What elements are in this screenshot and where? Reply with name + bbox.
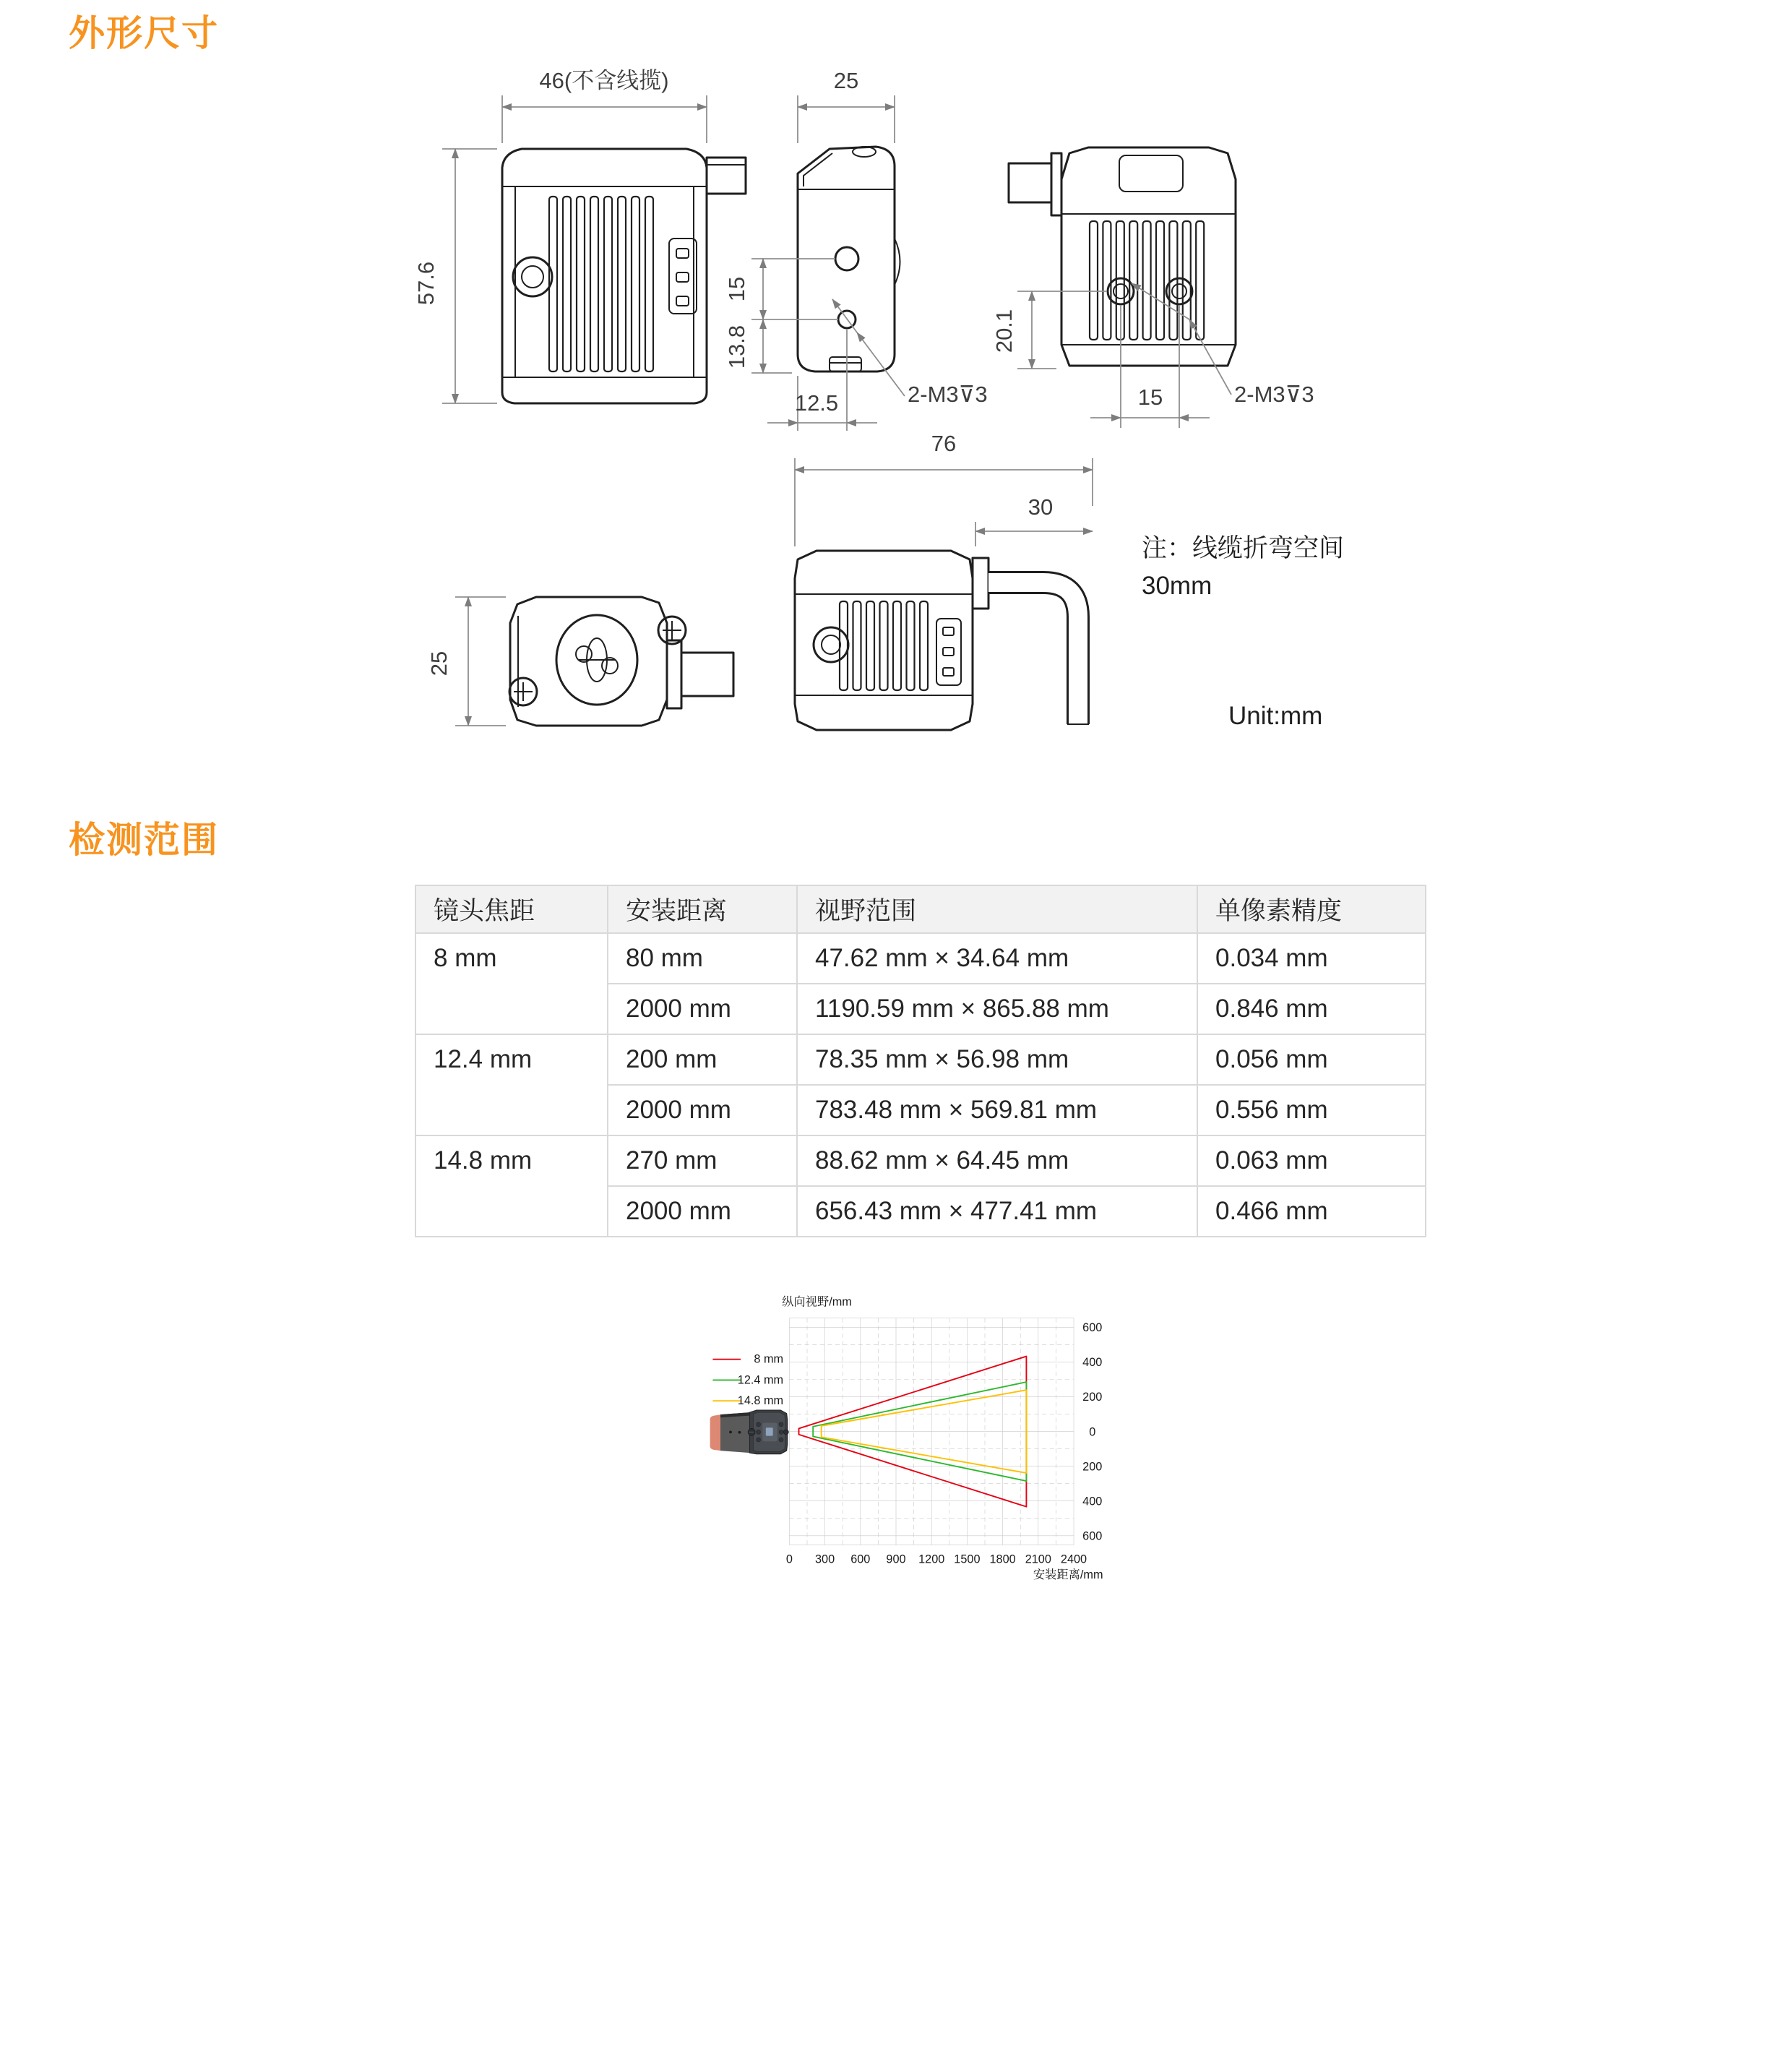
col-header-lens: 镜头焦距 bbox=[415, 885, 608, 933]
detection-range-table bbox=[415, 885, 1426, 1237]
thread-label-back: 2-M3⊽3 bbox=[1234, 382, 1314, 407]
cable-note-line2: 30mm bbox=[1142, 572, 1212, 600]
thread-label-side: 2-M3⊽3 bbox=[908, 382, 988, 407]
heatsink-fin bbox=[893, 601, 901, 690]
x-tick-label: 2100 bbox=[1025, 1552, 1051, 1566]
front-view-drawing bbox=[413, 68, 746, 403]
back-view-drawing bbox=[991, 147, 1314, 428]
camera-product-image bbox=[710, 1410, 789, 1454]
heatsink-fin bbox=[1196, 221, 1204, 340]
table-row bbox=[415, 1135, 1426, 1186]
cable-note-line1: 注：线缆折弯空间 bbox=[1142, 534, 1345, 562]
y-tick-label: 600 bbox=[1082, 1321, 1103, 1335]
heatsink-fin bbox=[1090, 221, 1098, 340]
dimension-drawings-main bbox=[0, 0, 1792, 781]
cable-view-fins bbox=[840, 601, 928, 690]
cell-distance: 80 mm bbox=[608, 933, 797, 984]
heatsink-fin bbox=[853, 601, 861, 690]
heatsink-fin bbox=[1143, 221, 1151, 340]
cell-accuracy: 0.056 mm bbox=[1197, 1034, 1426, 1085]
cell-distance: 2000 mm bbox=[608, 1186, 797, 1237]
cell-fov: 1190.59 mm × 865.88 mm bbox=[797, 984, 1197, 1034]
y-tick-label: 400 bbox=[1082, 1356, 1103, 1370]
y-tick-label: 0 bbox=[1089, 1425, 1096, 1439]
dim-side-hole-gap: 15 bbox=[724, 276, 749, 302]
x-tick-label: 1200 bbox=[918, 1552, 945, 1566]
top-screw-2 bbox=[509, 678, 537, 705]
cell-distance: 2000 mm bbox=[608, 1085, 797, 1135]
x-tick-label: 600 bbox=[850, 1552, 871, 1566]
heatsink-fin bbox=[1103, 221, 1111, 340]
cell-accuracy: 0.556 mm bbox=[1197, 1085, 1426, 1135]
heatsink-fin bbox=[590, 197, 598, 372]
front-heatsink-fins bbox=[549, 197, 653, 372]
heatsink-fin bbox=[645, 197, 653, 372]
dim-cable-total: 76 bbox=[931, 431, 957, 456]
cell-lens: 12.4 mm bbox=[415, 1034, 608, 1135]
unit-note: Unit:mm bbox=[1228, 702, 1323, 730]
y-tick-label: 200 bbox=[1082, 1460, 1103, 1474]
y-tick-label: 600 bbox=[1082, 1529, 1103, 1543]
dim-back-hole-gap: 15 bbox=[1137, 385, 1163, 410]
col-header-fov: 视野范围 bbox=[797, 885, 1197, 933]
legend-label: 8 mm bbox=[754, 1352, 784, 1366]
side-view-drawing bbox=[724, 68, 988, 431]
heatsink-fin bbox=[618, 197, 626, 372]
heatsink-fin bbox=[577, 197, 585, 372]
cell-accuracy: 0.063 mm bbox=[1197, 1135, 1426, 1186]
dim-front-height: 57.6 bbox=[413, 261, 439, 306]
heatsink-fin bbox=[880, 601, 888, 690]
x-tick-label: 300 bbox=[815, 1552, 835, 1566]
top-view-drawing bbox=[426, 597, 733, 726]
chart-legend bbox=[712, 1353, 783, 1408]
heatsink-fin bbox=[907, 601, 915, 690]
table-header-row bbox=[415, 885, 1426, 933]
heatsink-fin bbox=[1129, 221, 1137, 340]
cell-fov: 656.43 mm × 477.41 mm bbox=[797, 1186, 1197, 1237]
table-row bbox=[415, 1034, 1426, 1085]
x-axis-title: 安装距离/mm bbox=[1033, 1568, 1103, 1582]
dim-front-width: 46(不含线揽) bbox=[539, 68, 669, 93]
heatsink-fin bbox=[866, 601, 874, 690]
dim-side-hole-offset: 12.5 bbox=[794, 390, 839, 416]
section-title-dimensions: 外形尺寸 bbox=[69, 13, 219, 53]
fov-chart bbox=[0, 1287, 1792, 2070]
heatsink-fin bbox=[604, 197, 612, 372]
cell-distance: 2000 mm bbox=[608, 984, 797, 1034]
x-tick-label: 2400 bbox=[1060, 1552, 1087, 1566]
y-tick-label: 200 bbox=[1082, 1391, 1103, 1404]
chart-ticks bbox=[786, 1321, 1102, 1566]
col-header-distance: 安装距离 bbox=[608, 885, 797, 933]
cell-fov: 783.48 mm × 569.81 mm bbox=[797, 1085, 1197, 1135]
x-tick-label: 1800 bbox=[989, 1552, 1016, 1566]
x-tick-label: 900 bbox=[886, 1552, 906, 1566]
cell-fov: 47.62 mm × 34.64 mm bbox=[797, 933, 1197, 984]
cell-distance: 200 mm bbox=[608, 1034, 797, 1085]
dim-cable-bend: 30 bbox=[1028, 494, 1054, 520]
chart-title: 纵向视野/mm bbox=[782, 1295, 852, 1309]
dim-side-width: 25 bbox=[833, 68, 859, 93]
heatsink-fin bbox=[563, 197, 571, 372]
heatsink-fin bbox=[1156, 221, 1164, 340]
cable-view-drawing bbox=[795, 431, 1344, 730]
legend-label: 14.8 mm bbox=[737, 1394, 784, 1408]
legend-label: 12.4 mm bbox=[737, 1373, 784, 1387]
heatsink-fin bbox=[920, 601, 928, 690]
cell-lens: 8 mm bbox=[415, 933, 608, 1034]
cell-accuracy: 0.466 mm bbox=[1197, 1186, 1426, 1237]
dim-back-hole-bottom: 20.1 bbox=[991, 309, 1017, 353]
col-header-accuracy: 单像素精度 bbox=[1197, 885, 1426, 933]
dim-top-height: 25 bbox=[426, 650, 452, 677]
cell-accuracy: 0.034 mm bbox=[1197, 933, 1426, 984]
y-tick-label: 400 bbox=[1082, 1495, 1103, 1508]
cell-fov: 88.62 mm × 64.45 mm bbox=[797, 1135, 1197, 1186]
x-tick-label: 0 bbox=[785, 1552, 793, 1566]
heatsink-fin bbox=[632, 197, 639, 372]
section-title-range: 检测范围 bbox=[69, 820, 219, 860]
cell-lens: 14.8 mm bbox=[415, 1135, 608, 1237]
cell-fov: 78.35 mm × 56.98 mm bbox=[797, 1034, 1197, 1085]
dim-side-hole-bottom: 13.8 bbox=[724, 325, 749, 369]
table-row bbox=[415, 933, 1426, 984]
chart-grid bbox=[789, 1318, 1074, 1545]
x-tick-label: 1500 bbox=[954, 1552, 981, 1566]
cell-distance: 270 mm bbox=[608, 1135, 797, 1186]
cell-accuracy: 0.846 mm bbox=[1197, 984, 1426, 1034]
